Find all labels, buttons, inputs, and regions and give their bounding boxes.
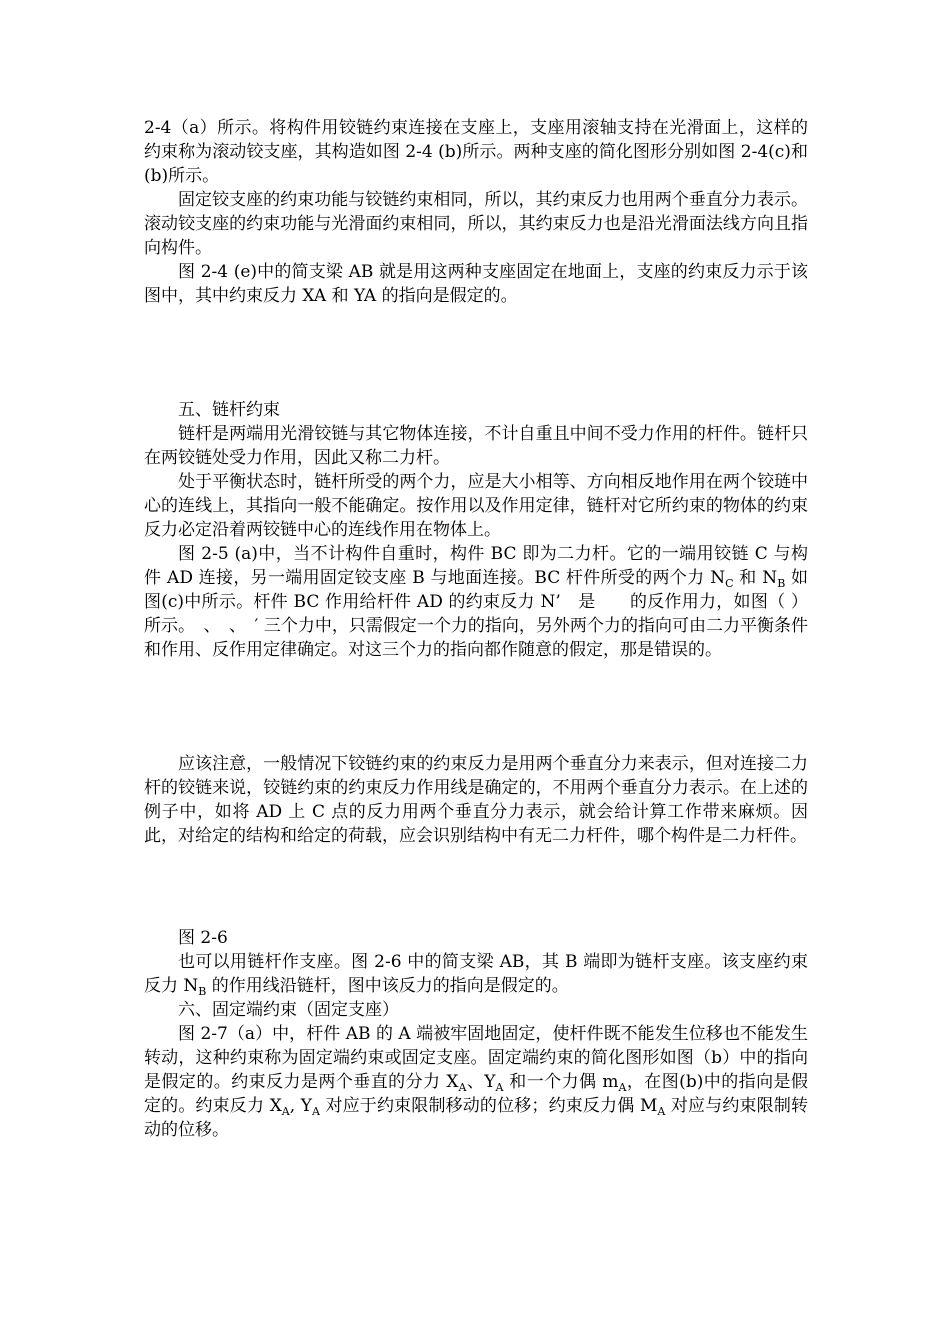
paragraph-link-definition: 链杆是两端用光滑铰链与其它物体连接，不计自重且中间不受力作用的杆件。链杆只在两铰链处受力作用，因此又称二力杆。 <box>144 424 808 468</box>
section-heading-fixed-support: 六、固定端约束（固定支座） <box>178 1000 399 1020</box>
paragraph-link-equilibrium: 处于平衡状态时，链杆所受的两个力，应是大小相等、方向相反地作用在两个铰琏中心的连线上，其指向一般不能确定。按作用以及作用定律，链杆对它所约束的物体的约束反力必定沿着两铰链中心的连线作用在物体上。 <box>144 472 808 540</box>
paragraph-roller-support: 2-4（a）所示。将构件用铰链约束连接在支座上，支座用滚轴支持在光滑面上，这样的约束称为滚动铰支座，其构造如图 2-4 (b)所示。两种支座的简化图形分别如图 2-4(c)和(b)所示。 <box>144 118 808 186</box>
figure-caption: 图 2-6 <box>178 928 228 948</box>
figure-space <box>144 848 808 926</box>
paragraph-fixed-support: 图 2-7（a）中，杆件 AB 的 A 端被牢固地固定，使杆件既不能发生位移也不能发生转动，这种约束称为固定端约束或固定支座。固定端约束的简化图形如图（b）中的指向是假定的。约束反力是两个垂直的分力 $X_A$、$Y_A$ 和一个力偶 $m_A$，在图(b)中的指向是假定的。约束反力 $X_A$, $Y_A$ 对应于约束限制移动的位移；约束反力偶 $M_A$ 对应与约束限制转动的位移。 <box>144 1024 809 1140</box>
paragraph-two-force-member: 图 2-5 (a)中，当不计构件自重时，构件 BC 即为二力杆。它的一端用铰链 C 与构件 AD 连接，另一端用固定铰支座 B 与地面连接。BC 杆件所受的两个力 $N_C$ 和 $N_B$ 如图(c)中所示。杆件 BC 作用给杆件 AD 的约束反力 N’ 是 的反作用力，如图（ ）所示。 、 、 ′ 三个力中，只需假定一个力的指向，另外两个力的指向可由二力平衡条件和作用、反作用定律确定。对这三个力的指向都作随意的假定，那是错误的。 <box>144 544 809 660</box>
figure-space <box>144 662 808 752</box>
figure-space <box>144 308 808 398</box>
document-page <box>144 116 808 1142</box>
paragraph-note: 应该注意，一般情况下铰链约束的约束反力是用两个垂直分力来表示，但对连接二力杆的铰链来说，铰链约束的约束反力作用线是确定的，不用两个垂直分力表示。在上述的例子中，如将 AD 上 C 点的反力用两个垂直分力表示，就会给计算工作带来麻烦。因此，对给定的结构和给定的荷载，应会识别结构中有无二力杆件，哪个构件是二力杆件。 <box>144 754 808 846</box>
paragraph-support-reactions: 固定铰支座的约束功能与铰链约束相同，所以，其约束反力也用两个垂直分力表示。滚动铰支座的约束功能与光滑面约束相同，所以，其约束反力也是沿光滑面法线方向且指向构件。 <box>144 190 808 258</box>
paragraph-link-support: 也可以用链杆作支座。图 2-6 中的简支梁 AB，其 B 端即为链杆支座。该支座约束反力 $N_B$ 的作用线沿链杆，图中该反力的指向是假定的。 <box>144 952 808 998</box>
paragraph-simple-beam: 图 2-4 (e)中的简支梁 AB 就是用这两种支座固定在地面上，支座的约束反力示于该图中，其中约束反力 XA 和 YA 的指向是假定的。 <box>144 262 808 306</box>
section-heading-link-constraint: 五、链杆约束 <box>178 400 280 420</box>
